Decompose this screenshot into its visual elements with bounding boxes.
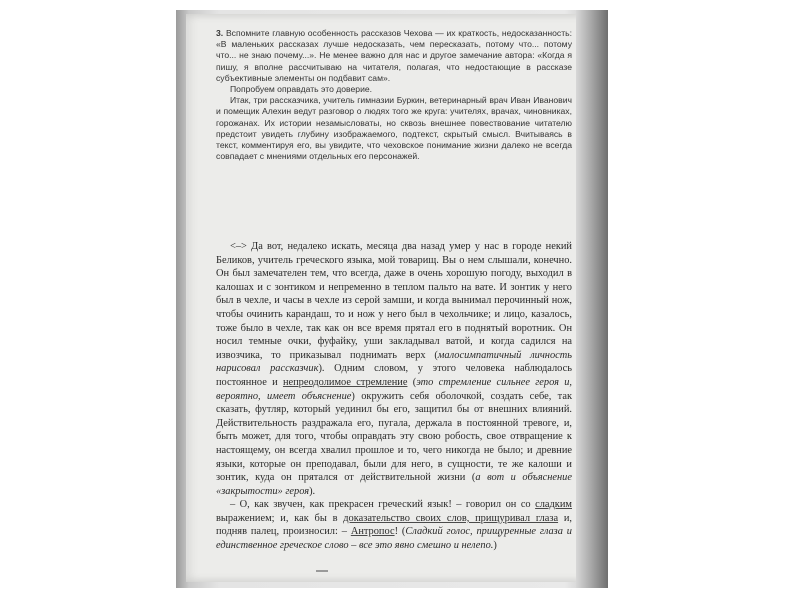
excerpt-underlined-phrase: доказательство своих слов, прищуривал глаза	[343, 512, 559, 524]
assignment-intro-paragraph	[216, 28, 572, 84]
excerpt-comment: это стремление сильнее героя и, вероятно, имеет объяснение	[216, 376, 573, 402]
page-mark	[316, 570, 328, 572]
assignment-trust-paragraph	[216, 84, 572, 95]
excerpt-underlined-phrase: непреодолимое стремление	[282, 376, 408, 388]
excerpt-comment: а вот и объяснение «закрытости» героя	[216, 472, 572, 497]
excerpt-comment: малосимпатичный личность нарисовал рассказчик	[216, 349, 572, 375]
excerpt-text: ! (	[394, 526, 406, 538]
excerpt-text: и, подняв палец, произносил: –	[216, 512, 572, 538]
assignment-block	[216, 28, 572, 162]
book-page	[186, 14, 594, 582]
book-spine-shadow	[576, 10, 608, 588]
excerpt-text: – О, как звучен, как прекрасен греческий язык! – говорил он со	[230, 499, 536, 511]
excerpt-text: выражением; и, как бы в	[216, 512, 344, 524]
excerpt-text: (	[407, 376, 417, 388]
excerpt-paragraph-1	[216, 240, 572, 498]
story-excerpt-block	[216, 240, 572, 553]
excerpt-text: )	[493, 540, 497, 552]
excerpt-underlined-word: Антропос	[350, 526, 395, 538]
excerpt-comment: Сладкий голос, прищуренные глаза и единственное греческое слово – все это явно смешно и нелепо.	[216, 526, 572, 552]
excerpt-text: <–> Да вот, недалеко искать, месяца два назад умер у нас в городе некий Беликов, учитель греческого языка, мой товарищ. Вы о нем слышали, конечно. Он был замечателен тем, что всегда, даже в очень хорошую погоду, выходил в калошах и с зонтиком и непременно в теплом пальто на вате. И зонтик у него был в чехле, и часы в чехле из серой замши, и когда вынимал перочинный нож, чтобы очинить карандаш, то и нож у него был в чехольчике; и лицо, казалось, тоже было в чехле, так как он все время прятал его в поднятый воротник. Он носил темные очки, фуфайку, уши закладывал ватой, и когда садился на извозчика, то приказывал поднимать верх (	[216, 241, 572, 361]
assignment-number: 3.	[216, 28, 224, 38]
excerpt-text: ) окружить себя оболочкой, создать себе, так сказать, футляр, который уединил бы его, защитил бы от внешних влияний. Действительность раздражала его, пугала, держала в постоянной тревоге, и, быть может, для того, чтобы оправдать эту свою робость, свое отвращение к настоящему, он всегда хвалил прошлое и то, чего никогда не было; и древние языки, которые он преподавал, были для него, в сущности, те же калоши и зонтик, куда он прятался от действительной жизни (	[216, 390, 572, 484]
assignment-narrators-paragraph	[216, 95, 572, 162]
excerpt-paragraph-2	[216, 498, 572, 552]
excerpt-underlined-word: сладким	[535, 499, 572, 511]
excerpt-text: ). Одним словом, у этого человека наблюдалось постоянное и	[216, 363, 572, 388]
assignment-text-2: Попробуем оправдать это доверие.	[230, 84, 373, 95]
excerpt-text: ).	[309, 485, 316, 497]
assignment-text-3: Итак, три рассказчика, учитель гимназии Буркин, ветеринарный врач Иван Иванович и помещик Алехин ведут разговор о людях того же круга: учителях, врачах, чиновниках, горожанах. Их истории незамысловаты, но сквозь внешнее повествование читателю предстоит увидеть глубину изображаемого, подтекст, скрытый смысл. Вчитываясь в текст, комментируя его, вы увидите, что чеховское понимание жизни далеко не всегда совпадает с мнениями отдельных его персонажей.	[216, 95, 572, 162]
assignment-text-1: Вспомните главную особенность рассказов Чехова — их краткость, недосказанность: «В маленьких рассказах лучше недосказать, чем пересказать, потому что... потому что... не знаю почему...». Не менее важно для нас и другое замечание автора: «Когда я пишу, я вполне рассчитываю на читателя, полагая, что недостающие в рассказе субъективные элементы он подбавит сам».	[216, 28, 573, 83]
